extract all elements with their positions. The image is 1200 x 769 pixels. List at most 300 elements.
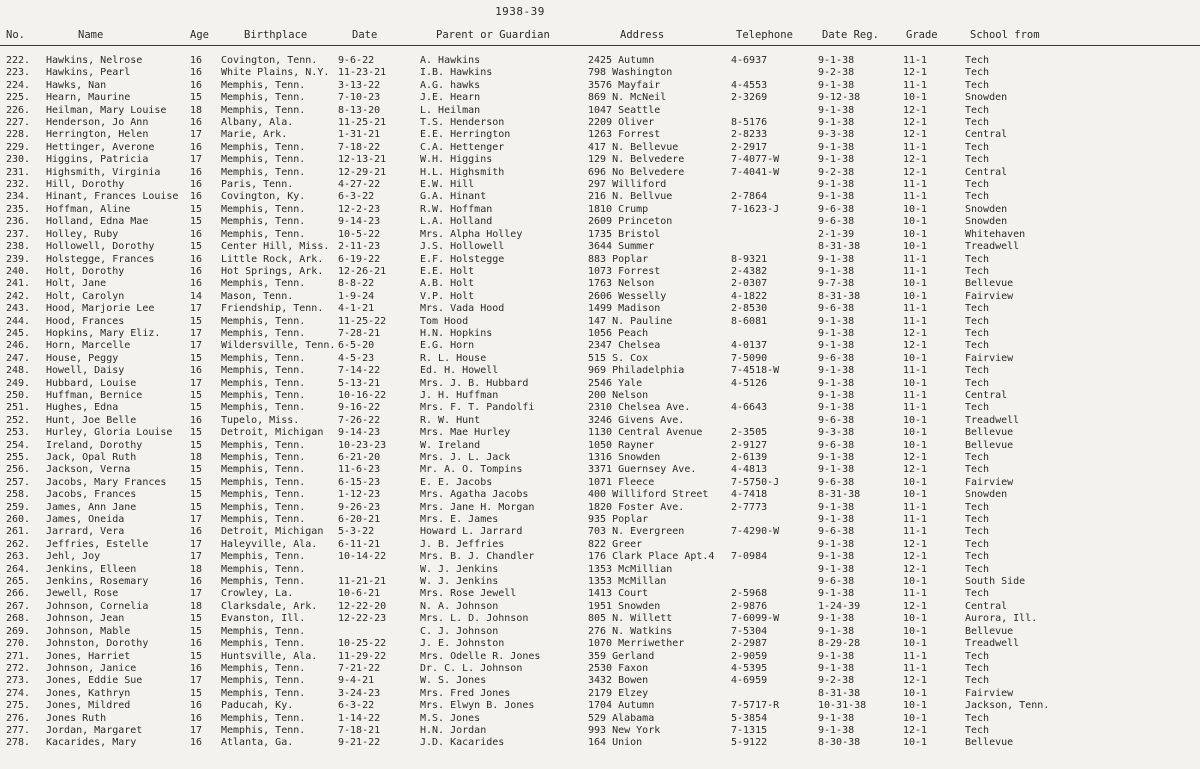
cell-name: Johnson, Mable <box>46 625 131 637</box>
cell-school-from: Tech <box>965 724 990 736</box>
cell-date-reg: 9-1-38 <box>818 724 855 736</box>
cell-no: 245. <box>6 327 31 339</box>
cell-telephone: 2-4382 <box>731 265 768 277</box>
cell-birthplace: Memphis, Tenn. <box>221 141 306 153</box>
cell-grade: 10-1 <box>903 638 928 650</box>
cell-address: 805 N. Willett <box>588 613 673 625</box>
cell-school-from: Tech <box>965 526 990 538</box>
cell-school-from: Tech <box>965 79 990 91</box>
cell-date-reg: 9-3-38 <box>818 129 855 141</box>
cell-address: 869 N. McNeil <box>588 92 667 104</box>
cell-age: 17 <box>190 724 203 736</box>
table-row <box>0 179 1200 191</box>
cell-date-reg: 9-1-38 <box>818 551 855 563</box>
cell-birthplace: Covington, Tenn. <box>221 55 318 66</box>
cell-date-reg: 9-6-38 <box>818 476 855 488</box>
cell-date-reg: 10-31-38 <box>818 700 867 712</box>
cell-address: 1820 Foster Ave. <box>588 501 685 513</box>
cell-name: Howell, Daisy <box>46 365 125 377</box>
cell-birthplace: Memphis, Tenn. <box>221 476 306 488</box>
cell-address: 1073 Forrest <box>588 265 661 277</box>
cell-date-reg: 9-1-38 <box>818 191 855 203</box>
cell-grade: 11-1 <box>903 141 928 153</box>
cell-grade: 11-1 <box>903 253 928 265</box>
cell-date: 10-16-22 <box>338 389 387 401</box>
cell-school-from: Tech <box>965 67 990 79</box>
cell-age: 18 <box>190 452 203 463</box>
cell-school-from: Tech <box>965 402 990 414</box>
cell-parent: Mrs. L. D. Johnson <box>420 613 529 625</box>
cell-age: 16 <box>190 662 203 674</box>
cell-parent: Mrs. Jane H. Morgan <box>420 501 535 513</box>
cell-address: 529 Alabama <box>588 712 655 724</box>
cell-address: 1130 Central Avenue <box>588 427 703 439</box>
cell-age: 16 <box>190 576 203 588</box>
cell-grade: 12-1 <box>903 724 928 736</box>
cell-birthplace: Memphis, Tenn. <box>221 563 306 575</box>
cell-no: 273. <box>6 675 31 687</box>
table-row <box>0 229 1200 241</box>
table-row <box>0 737 1200 749</box>
cell-address: 1070 Merriwether <box>588 638 685 650</box>
cell-telephone: 4-6959 <box>731 675 768 687</box>
cell-date: 6-21-20 <box>338 452 381 463</box>
cell-school-from: Tech <box>965 179 990 191</box>
cell-date-reg: 9-1-38 <box>818 514 855 526</box>
cell-address: 200 Nelson <box>588 389 649 401</box>
cell-birthplace: Paris, Tenn. <box>221 179 294 191</box>
cell-birthplace: Friendship, Tenn. <box>221 303 324 315</box>
table-row <box>0 651 1200 663</box>
cell-no: 268. <box>6 613 31 625</box>
cell-address: 417 N. Bellevue <box>588 141 679 153</box>
cell-birthplace: Evanston, Ill. <box>221 613 306 625</box>
cell-birthplace: Memphis, Tenn. <box>221 216 306 228</box>
cell-age: 18 <box>190 563 203 575</box>
cell-date-reg: 8-31-38 <box>818 241 861 253</box>
cell-no: 267. <box>6 600 31 612</box>
cell-date-reg: 9-1-38 <box>818 588 855 600</box>
cell-grade: 10-1 <box>903 241 928 253</box>
cell-telephone: 8-6081 <box>731 315 768 327</box>
cell-date: 8-13-20 <box>338 104 381 116</box>
cell-address: 1499 Madison <box>588 303 661 315</box>
table-row <box>0 713 1200 725</box>
cell-grade: 12-1 <box>903 563 928 575</box>
cell-school-from: Tech <box>965 365 990 377</box>
cell-birthplace: Marie, Ark. <box>221 129 288 141</box>
cell-parent: Mrs. Odelle R. Jones <box>420 650 541 662</box>
cell-address: 2609 Princeton <box>588 216 673 228</box>
cell-birthplace: Atlanta, Ga. <box>221 737 294 749</box>
cell-no: 222. <box>6 55 31 66</box>
cell-parent: E.E. Herrington <box>420 129 511 141</box>
cell-parent: M.S. Jones <box>420 712 481 724</box>
cell-telephone: 7-5750-J <box>731 476 780 488</box>
cell-telephone: 7-1623-J <box>731 203 780 215</box>
cell-date: 7-21-22 <box>338 662 381 674</box>
cell-no: 242. <box>6 290 31 302</box>
table-row <box>0 278 1200 290</box>
table-row <box>0 576 1200 588</box>
cell-date-reg: 9-1-38 <box>818 315 855 327</box>
cell-age: 16 <box>190 79 203 91</box>
cell-name: Holland, Edna Mae <box>46 216 149 228</box>
cell-date: 3-13-22 <box>338 79 381 91</box>
cell-date: 6-5-20 <box>338 340 375 352</box>
cell-age: 15 <box>190 625 203 637</box>
cell-telephone: 2-7864 <box>731 191 768 203</box>
cell-school-from: Tech <box>965 588 990 600</box>
cell-birthplace: Little Rock, Ark. <box>221 253 324 265</box>
cell-telephone: 7-5090 <box>731 352 768 364</box>
cell-address: 993 New York <box>588 724 661 736</box>
cell-date: 6-15-23 <box>338 476 381 488</box>
table-row <box>0 688 1200 700</box>
cell-date: 5-3-22 <box>338 526 375 538</box>
cell-date-reg: 9-7-38 <box>818 278 855 290</box>
header-date-reg: Date Reg. <box>822 29 879 41</box>
cell-parent: Mrs. Agatha Jacobs <box>420 489 529 501</box>
cell-birthplace: Memphis, Tenn. <box>221 501 306 513</box>
cell-school-from: Tech <box>965 340 990 352</box>
cell-birthplace: Memphis, Tenn. <box>221 402 306 414</box>
cell-birthplace: Memphis, Tenn. <box>221 675 306 687</box>
cell-school-from: Tech <box>965 563 990 575</box>
cell-name: Hawkins, Nelrose <box>46 55 143 66</box>
table-row <box>0 427 1200 439</box>
header-date: Date <box>352 29 378 41</box>
cell-name: Jack, Opal Ruth <box>46 452 137 463</box>
cell-parent: L. Heilman <box>420 104 481 116</box>
cell-birthplace: Memphis, Tenn. <box>221 389 306 401</box>
cell-birthplace: Memphis, Tenn. <box>221 662 306 674</box>
cell-name: Johnson, Jean <box>46 613 125 625</box>
cell-school-from: Treadwell <box>965 414 1020 426</box>
table-row <box>0 588 1200 600</box>
cell-date-reg: 9-1-38 <box>818 452 855 463</box>
cell-date-reg: 9-1-38 <box>818 650 855 662</box>
cell-date-reg: 9-2-38 <box>818 166 855 178</box>
cell-address: 216 N. Bellvue <box>588 191 673 203</box>
cell-school-from: Tech <box>965 191 990 203</box>
cell-age: 16 <box>190 265 203 277</box>
cell-telephone: 4-6643 <box>731 402 768 414</box>
cell-birthplace: Memphis, Tenn. <box>221 365 306 377</box>
table-row <box>0 489 1200 501</box>
cell-age: 16 <box>190 179 203 191</box>
cell-school-from: Tech <box>965 104 990 116</box>
cell-no: 269. <box>6 625 31 637</box>
table-row <box>0 340 1200 352</box>
cell-date: 7-26-22 <box>338 414 381 426</box>
cell-school-from: Fairview <box>965 476 1014 488</box>
cell-parent: Mrs. E. James <box>420 514 499 526</box>
cell-no: 259. <box>6 501 31 513</box>
cell-no: 275. <box>6 700 31 712</box>
cell-grade: 12-1 <box>903 340 928 352</box>
cell-school-from: Tech <box>965 662 990 674</box>
cell-date: 2-11-23 <box>338 241 381 253</box>
cell-address: 2310 Chelsea Ave. <box>588 402 691 414</box>
table-row <box>0 638 1200 650</box>
cell-date: 12-29-21 <box>338 166 387 178</box>
cell-name: Jones, Eddie Sue <box>46 675 143 687</box>
cell-birthplace: Memphis, Tenn. <box>221 315 306 327</box>
cell-parent: Mrs. Elwyn B. Jones <box>420 700 535 712</box>
cell-telephone: 7-6099-W <box>731 613 780 625</box>
cell-birthplace: Memphis, Tenn. <box>221 352 306 364</box>
table-row <box>0 241 1200 253</box>
cell-date: 12-13-21 <box>338 154 387 166</box>
cell-date-reg: 8-31-38 <box>818 290 861 302</box>
cell-age: 15 <box>190 241 203 253</box>
cell-parent: E.W. Hill <box>420 179 475 191</box>
cell-parent: E.E. Holt <box>420 265 475 277</box>
cell-no: 252. <box>6 414 31 426</box>
cell-parent: I.B. Hawkins <box>420 67 493 79</box>
cell-date: 3-24-23 <box>338 687 381 699</box>
cell-age: 14 <box>190 290 203 302</box>
cell-birthplace: Memphis, Tenn. <box>221 278 306 290</box>
cell-grade: 11-1 <box>903 501 928 513</box>
cell-date-reg: 9-1-38 <box>818 79 855 91</box>
cell-grade: 10-1 <box>903 203 928 215</box>
table-row <box>0 105 1200 117</box>
cell-age: 15 <box>190 315 203 327</box>
cell-name: Ireland, Dorothy <box>46 439 143 451</box>
cell-parent: N. A. Johnson <box>420 600 499 612</box>
cell-address: 798 Washington <box>588 67 673 79</box>
cell-address: 1316 Snowden <box>588 452 661 463</box>
cell-school-from: Snowden <box>965 216 1008 228</box>
cell-name: Jarrard, Vera <box>46 526 125 538</box>
cell-school-from: Tech <box>965 452 990 463</box>
cell-date: 9-14-23 <box>338 427 381 439</box>
cell-date-reg: 9-1-38 <box>818 464 855 476</box>
cell-age: 17 <box>190 377 203 389</box>
cell-school-from: Snowden <box>965 203 1008 215</box>
cell-address: 1413 Court <box>588 588 649 600</box>
cell-no: 277. <box>6 724 31 736</box>
cell-school-from: Tech <box>965 712 990 724</box>
cell-name: Hawkins, Pearl <box>46 67 131 79</box>
cell-name: James, Ann Jane <box>46 501 137 513</box>
cell-date-reg: 9-1-38 <box>818 253 855 265</box>
cell-grade: 11-1 <box>903 514 928 526</box>
cell-grade: 10-1 <box>903 476 928 488</box>
cell-no: 229. <box>6 141 31 153</box>
cell-no: 235. <box>6 203 31 215</box>
cell-address: 1056 Peach <box>588 327 649 339</box>
cell-age: 17 <box>190 588 203 600</box>
table-row <box>0 601 1200 613</box>
table-row <box>0 254 1200 266</box>
cell-name: Holt, Dorothy <box>46 265 125 277</box>
cell-date: 11-21-21 <box>338 576 387 588</box>
header-grade: Grade <box>906 29 938 41</box>
cell-age: 15 <box>190 613 203 625</box>
cell-date-reg: 9-1-38 <box>818 538 855 550</box>
cell-telephone: 8-9321 <box>731 253 768 265</box>
table-row <box>0 142 1200 154</box>
cell-birthplace: Memphis, Tenn. <box>221 377 306 389</box>
cell-address: 1263 Forrest <box>588 129 661 141</box>
cell-date: 12-26-21 <box>338 265 387 277</box>
cell-no: 276. <box>6 712 31 724</box>
cell-address: 1071 Fleece <box>588 476 655 488</box>
cell-birthplace: Hot Springs, Ark. <box>221 265 324 277</box>
cell-date: 9-4-21 <box>338 675 375 687</box>
header-address: Address <box>620 29 665 41</box>
cell-name: Jones, Mildred <box>46 700 131 712</box>
cell-school-from: Tech <box>965 377 990 389</box>
cell-address: 2606 Wesselly <box>588 290 667 302</box>
cell-birthplace: Memphis, Tenn. <box>221 514 306 526</box>
cell-date-reg: 1-24-39 <box>818 600 861 612</box>
cell-age: 17 <box>190 327 203 339</box>
cell-age: 17 <box>190 675 203 687</box>
cell-grade: 10-1 <box>903 576 928 588</box>
cell-grade: 11-1 <box>903 526 928 538</box>
cell-parent: A.G. hawks <box>420 79 481 91</box>
cell-no: 237. <box>6 228 31 240</box>
cell-birthplace: Memphis, Tenn. <box>221 489 306 501</box>
cell-parent: Ed. H. Howell <box>420 365 499 377</box>
cell-name: Huffman, Bernice <box>46 389 143 401</box>
cell-grade: 10-1 <box>903 414 928 426</box>
cell-grade: 10-1 <box>903 489 928 501</box>
cell-birthplace: Covington, Ky. <box>221 191 306 203</box>
cell-school-from: Tech <box>965 117 990 129</box>
cell-no: 246. <box>6 340 31 352</box>
cell-date: 12-2-23 <box>338 203 381 215</box>
cell-birthplace: Memphis, Tenn. <box>221 166 306 178</box>
cell-address: 1050 Rayner <box>588 439 655 451</box>
cell-name: Jacobs, Frances <box>46 489 137 501</box>
cell-address: 359 Gerland <box>588 650 655 662</box>
cell-address: 1810 Crump <box>588 203 649 215</box>
cell-telephone: 7-4518-W <box>731 365 780 377</box>
cell-birthplace: Wildersville, Tenn. <box>221 340 336 352</box>
table-row <box>0 378 1200 390</box>
cell-date-reg: 9-1-38 <box>818 377 855 389</box>
cell-date: 4-1-21 <box>338 303 375 315</box>
cell-address: 3371 Guernsey Ave. <box>588 464 697 476</box>
ledger-year: 1938-39 <box>495 5 545 18</box>
cell-no: 236. <box>6 216 31 228</box>
cell-grade: 11-1 <box>903 365 928 377</box>
cell-no: 234. <box>6 191 31 203</box>
table-row <box>0 464 1200 476</box>
cell-school-from: Tech <box>965 55 990 66</box>
cell-grade: 12-1 <box>903 67 928 79</box>
cell-birthplace: Memphis, Tenn. <box>221 687 306 699</box>
table-row <box>0 564 1200 576</box>
table-row <box>0 626 1200 638</box>
cell-birthplace: Memphis, Tenn. <box>221 79 306 91</box>
cell-date-reg: 9-3-38 <box>818 427 855 439</box>
cell-birthplace: Memphis, Tenn. <box>221 638 306 650</box>
cell-parent: Mrs. J. L. Jack <box>420 452 511 463</box>
cell-telephone: 2-3269 <box>731 92 768 104</box>
cell-telephone: 7-5304 <box>731 625 768 637</box>
cell-birthplace: Crowley, La. <box>221 588 294 600</box>
cell-telephone: 2-9059 <box>731 650 768 662</box>
cell-telephone: 7-4041-W <box>731 166 780 178</box>
cell-grade: 10-1 <box>903 625 928 637</box>
table-row <box>0 129 1200 141</box>
cell-birthplace: Albany, Ala. <box>221 117 294 129</box>
cell-date-reg: 9-1-38 <box>818 501 855 513</box>
cell-address: 164 Union <box>588 737 643 749</box>
cell-address: 297 Williford <box>588 179 667 191</box>
cell-date: 7-10-23 <box>338 92 381 104</box>
cell-address: 969 Philadelphia <box>588 365 685 377</box>
cell-school-from: Bellevue <box>965 439 1014 451</box>
cell-telephone: 2-2987 <box>731 638 768 650</box>
cell-date: 6-3-22 <box>338 700 375 712</box>
cell-birthplace: Memphis, Tenn. <box>221 576 306 588</box>
cell-no: 250. <box>6 389 31 401</box>
cell-name: Hunt, Joe Belle <box>46 414 137 426</box>
cell-age: 17 <box>190 538 203 550</box>
cell-address: 1704 Autumn <box>588 700 655 712</box>
cell-grade: 10-1 <box>903 352 928 364</box>
cell-birthplace: Huntsville, Ala. <box>221 650 318 662</box>
cell-date: 7-18-21 <box>338 724 381 736</box>
cell-age: 15 <box>190 476 203 488</box>
cell-age: 16 <box>190 700 203 712</box>
cell-date: 11-29-22 <box>338 650 387 662</box>
cell-date-reg: 9-1-38 <box>818 104 855 116</box>
cell-school-from: Central <box>965 600 1008 612</box>
cell-no: 231. <box>6 166 31 178</box>
cell-no: 238. <box>6 241 31 253</box>
cell-no: 278. <box>6 737 31 749</box>
cell-date: 7-14-22 <box>338 365 381 377</box>
cell-school-from: Bellevue <box>965 625 1014 637</box>
cell-name: Holt, Carolyn <box>46 290 125 302</box>
cell-grade: 11-1 <box>903 265 928 277</box>
cell-name: Hood, Frances <box>46 315 125 327</box>
cell-name: Hubbard, Louise <box>46 377 137 389</box>
cell-school-from: Tech <box>965 253 990 265</box>
cell-date: 6-19-22 <box>338 253 381 265</box>
cell-school-from: Tech <box>965 141 990 153</box>
header-telephone: Telephone <box>736 29 793 41</box>
cell-name: Holley, Ruby <box>46 228 119 240</box>
cell-no: 240. <box>6 265 31 277</box>
cell-telephone: 5-9122 <box>731 737 768 749</box>
cell-age: 16 <box>190 712 203 724</box>
cell-age: 16 <box>190 141 203 153</box>
cell-telephone: 4-7418 <box>731 489 768 501</box>
cell-address: 1735 Bristol <box>588 228 661 240</box>
cell-no: 263. <box>6 551 31 563</box>
cell-age: 18 <box>190 600 203 612</box>
cell-age: 17 <box>190 303 203 315</box>
header-parent: Parent or Guardian <box>436 29 550 41</box>
cell-parent: R. L. House <box>420 352 487 364</box>
cell-date-reg: 9-1-38 <box>818 154 855 166</box>
cell-date-reg: 9-1-38 <box>818 662 855 674</box>
cell-no: 226. <box>6 104 31 116</box>
cell-name: Hearn, Maurine <box>46 92 131 104</box>
cell-name: James, Oneida <box>46 514 125 526</box>
cell-school-from: Fairview <box>965 352 1014 364</box>
cell-date-reg: 9-6-38 <box>818 439 855 451</box>
